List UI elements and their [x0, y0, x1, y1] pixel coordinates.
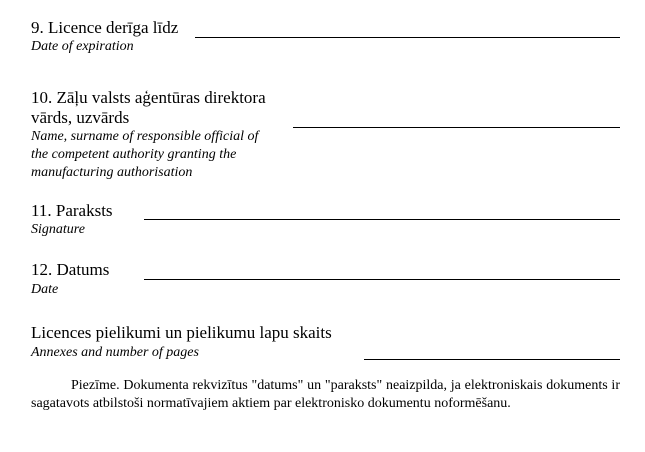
official-name-translation-line2: the competent authority granting the — [31, 147, 237, 162]
date-translation: Date — [31, 282, 59, 297]
note-prefix: Piezīme. — [71, 378, 120, 393]
annexes-label: Licences pielikumi un pielikumu lapu skaits — [31, 323, 332, 342]
annexes-line[interactable] — [364, 359, 620, 360]
official-name-translation-line3: manufacturing authorisation — [31, 165, 193, 180]
annexes-translation: Annexes and number of pages — [31, 345, 199, 360]
signature-line[interactable] — [144, 219, 620, 220]
note-paragraph — [31, 377, 620, 413]
expiration-translation: Date of expiration — [31, 39, 134, 54]
date-line[interactable] — [144, 279, 620, 280]
official-name-translation-line1: Name, surname of responsible official of — [31, 129, 259, 144]
note-text: Dokumenta rekvizītus "datums" un "paraksts" neaizpilda, ja elektroniskais dokuments ir sagatavots atbilstoši normatīvajiem aktiem par elektronisko dokumentu noformēšanu. — [31, 378, 620, 411]
signature-translation: Signature — [31, 222, 85, 237]
official-name-label-line2: vārds, uzvārds — [31, 108, 130, 127]
expiration-label: 9. Licence derīga līdz — [31, 18, 179, 37]
date-label: 12. Datums — [31, 260, 110, 279]
expiration-date-line[interactable] — [195, 37, 620, 38]
official-name-line[interactable] — [293, 127, 620, 128]
signature-label: 11. Paraksts — [31, 201, 113, 220]
official-name-label-line1: 10. Zāļu valsts aģentūras direktora — [31, 88, 266, 107]
